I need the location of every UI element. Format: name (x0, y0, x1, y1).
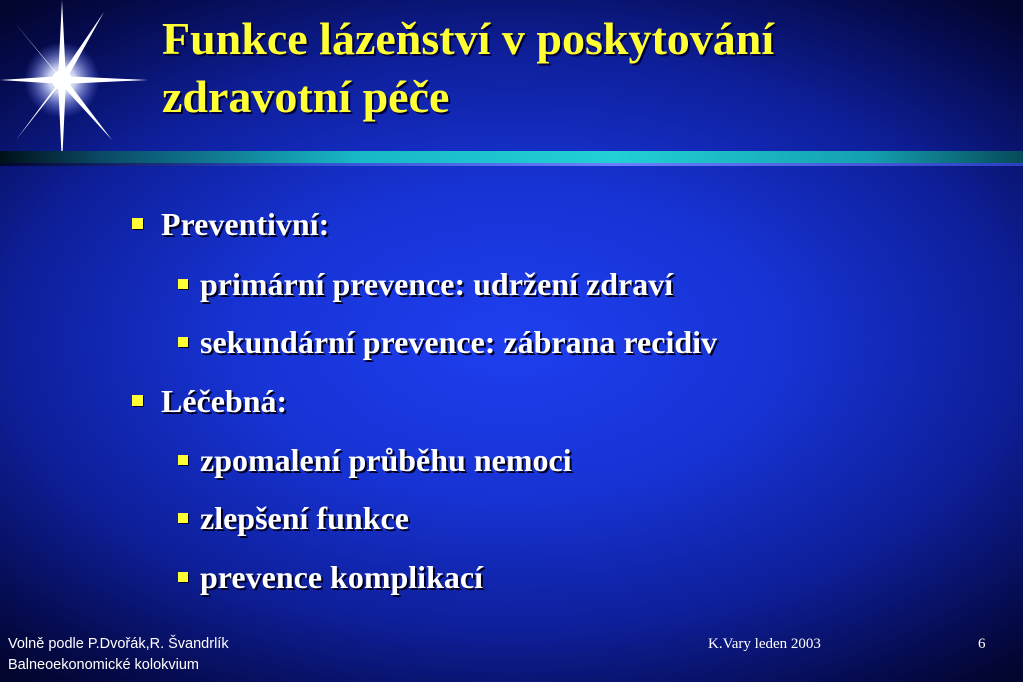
slide-number: 6 (978, 636, 986, 652)
star-burst-icon (0, 0, 150, 165)
square-bullet-icon (178, 572, 188, 582)
square-bullet-icon (132, 395, 143, 406)
title-divider (0, 151, 1023, 163)
square-bullet-icon (178, 513, 188, 523)
title-divider-accent (0, 163, 1023, 166)
bullet-item-lecebna (132, 383, 287, 420)
bullet-text: zpomalení průběhu nemoci (200, 442, 572, 478)
bullet-text: zlepšení funkce (200, 500, 409, 536)
bullet-item-zlepseni (178, 500, 409, 537)
square-bullet-icon (178, 279, 188, 289)
square-bullet-icon (178, 455, 188, 465)
square-bullet-icon (178, 337, 188, 347)
bullet-text: primární prevence: udržení zdraví (200, 266, 674, 302)
bullet-item-sekundarni-prevence (178, 324, 717, 361)
footer-date: K.Vary leden 2003 (708, 636, 821, 652)
bullet-text: prevence komplikací (200, 559, 483, 595)
footer-author: Volně podle P.Dvořák,R. Švandrlík (8, 636, 229, 652)
footer-event: Balneoekonomické kolokvium (8, 657, 200, 673)
slide-title (162, 10, 1002, 126)
bullet-text: Preventivní: (161, 206, 330, 242)
slide-title-line-1: Funkce lázeňství v poskytování (162, 13, 775, 64)
bullet-item-preventivni (132, 206, 329, 243)
bullet-text: sekundární prevence: zábrana recidiv (200, 324, 718, 360)
bullet-item-prevence-komplikaci (178, 559, 483, 596)
square-bullet-icon (132, 218, 143, 229)
bullet-item-primarni-prevence (178, 266, 673, 303)
bullet-item-zpomaleni (178, 442, 572, 479)
slide-title-line-2: zdravotní péče (162, 71, 450, 122)
footer-credits (8, 634, 229, 676)
bullet-text: Léčebná: (161, 383, 288, 419)
